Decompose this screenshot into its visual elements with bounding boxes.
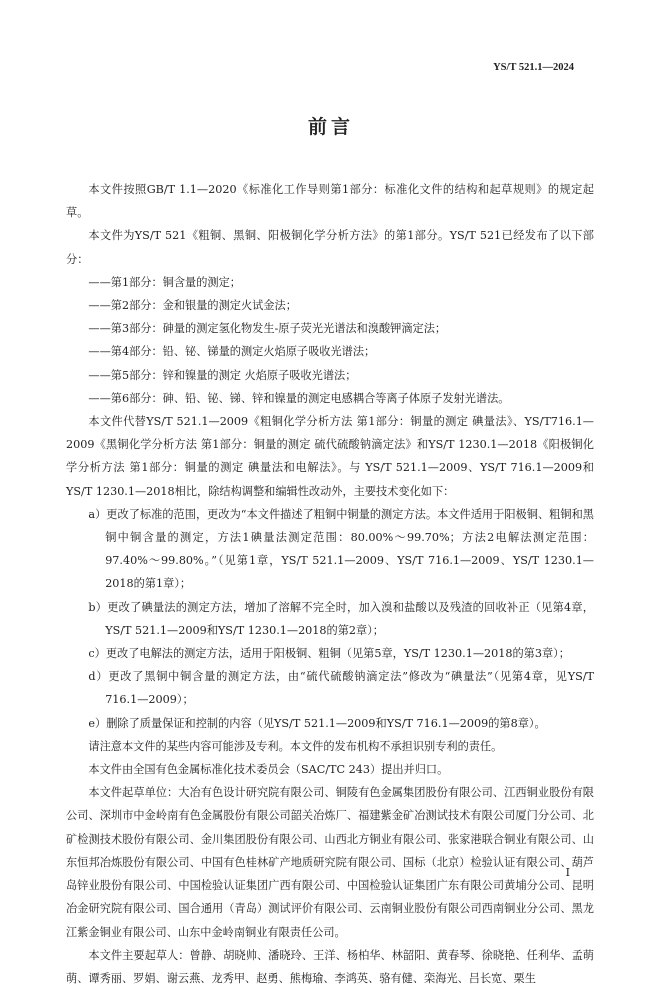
page-number: I xyxy=(565,866,570,879)
part-list-item: ——第6部分：砷、铅、铋、锑、锌和镍量的测定电感耦合等离子体原子发射光谱法。 xyxy=(88,391,510,405)
part-list-item: ——第5部分：锌和镍量的测定 火焰原子吸收光谱法； xyxy=(88,368,357,382)
change-item: b）更改了碘量法的测定方法，增加了溶解不完全时，加入溴和盐酸以及残渣的回收补正（见第4章，YS/T 521.1—2009和YS/T 1230.1—2018的第2章）； xyxy=(88,600,594,637)
paragraph-drafters: 本文件主要起草人：曾静、胡晓帅、潘晓玲、王洋、杨柏华、林韶阳、黄春琴、徐晓艳、任利华、孟萌萌、谭秀丽、罗娟、谢云燕、龙秀甲、赵勇、熊梅瑜、李鸿英、骆有健、栾海光、吕长宽、栗生 xyxy=(66,948,594,985)
part-list-item: ——第1部分：铜含量的测定； xyxy=(88,275,241,289)
page-title: 前言 xyxy=(307,116,354,138)
paragraph-committee: 本文件由全国有色金属标准化技术委员会（SAC/TC 243）提出并归口。 xyxy=(88,763,449,777)
paragraph-drafting-units: 本文件起草单位：大冶有色设计研究院有限公司、铜陵有色金属集团股份有限公司、江西铜业股份有限公司、深圳市中金岭南有色金属股份有限公司韶关冶炼厂、福建紫金矿冶测试技术有限公司厦门分公司、北矿检测技术股份有限公司、金川集团股份有限公司、山西北方铜业有限公司、张家港联合铜业有限公司、山东恒邦冶炼股份有限公司、中国有色桂林矿产地质研究院有限公司、国标（北京）检验认证有限公司、葫芦岛锌业股份有限公司、中国检验认证集团广西有限公司、中国检验认证集团广东有限公司黄埔分公司、昆明冶金研究院有限公司、国合通用（青岛）测试评价有限公司、云南铜业股份有限公司西南铜业分公司、黑龙江紫金铜业有限公司、山东中金岭南铜业有限责任公司。 xyxy=(66,786,594,939)
change-item: a）更改了标准的范围，更改为“本文件描述了粗铜中铜量的测定方法。本文件适用于阳极铜、粗铜和黑铜中铜含量的测定，方法1碘量法测定范围：80.00%～99.70%；方法2电解法测定范围：97.40%～99.80%。”（见第1章，YS/T 521.1—2009、YS/T 716.1—2009、YS/T 1230.1—2018的第1章）； xyxy=(88,507,594,591)
part-list-item: ——第2部分：金和银量的测定火试金法； xyxy=(88,299,297,313)
paragraph-patent-notice: 请注意本文件的某些内容可能涉及专利。本文件的发布机构不承担识别专利的责任。 xyxy=(88,739,503,753)
standard-number: YS/T 521.1—2024 xyxy=(493,62,574,73)
part-list-item: ——第4部分：铅、铋、锑量的测定火焰原子吸收光谱法； xyxy=(88,345,376,359)
change-item: d）更改了黑铜中铜含量的测定方法，由“硫代硫酸钠滴定法”修改为“碘量法”（见第4章，见YS/T 716.1—2009）； xyxy=(88,670,594,707)
change-item: e）删除了质量保证和控制的内容（见YS/T 521.1—2009和YS/T 716.1—2009的第8章）。 xyxy=(88,716,546,730)
paragraph-drafting-rules: 本文件按照GB/T 1.1—2020《标准化工作导则第1部分：标准化文件的结构和起草规则》的规定起草。 xyxy=(66,183,594,220)
change-item: c）更改了电解法的测定方法，适用于阳极铜、粗铜（见第5章，YS/T 1230.1—2018的第3章）； xyxy=(88,647,570,661)
paragraph-replacement: 本文件代替YS/T 521.1—2009《粗铜化学分析方法 第1部分：铜量的测定 碘量法》、YS/T716.1—2009《黑铜化学分析方法 第1部分：铜量的测定 硫代硫酸钠滴定法》和YS/T 1230.1—2018《阳极铜化学分析方法 第1部分：铜量的测定 碘量法和电解法》。与 YS/T 521.1—2009、YS/T 716.1—2009和YS/T 1230.1—2018相比，除结构调整和编辑性改动外，主要技术变化如下： xyxy=(66,415,594,498)
part-list-item: ——第3部分：砷量的测定氢化物发生-原子荧光光谱法和溴酸钾滴定法； xyxy=(88,322,447,336)
paragraph-series-intro: 本文件为YS/T 521《粗铜、黑铜、阳极铜化学分析方法》的第1部分。YS/T 521已经发布了以下部分： xyxy=(66,229,594,266)
foreword-body xyxy=(66,178,594,990)
